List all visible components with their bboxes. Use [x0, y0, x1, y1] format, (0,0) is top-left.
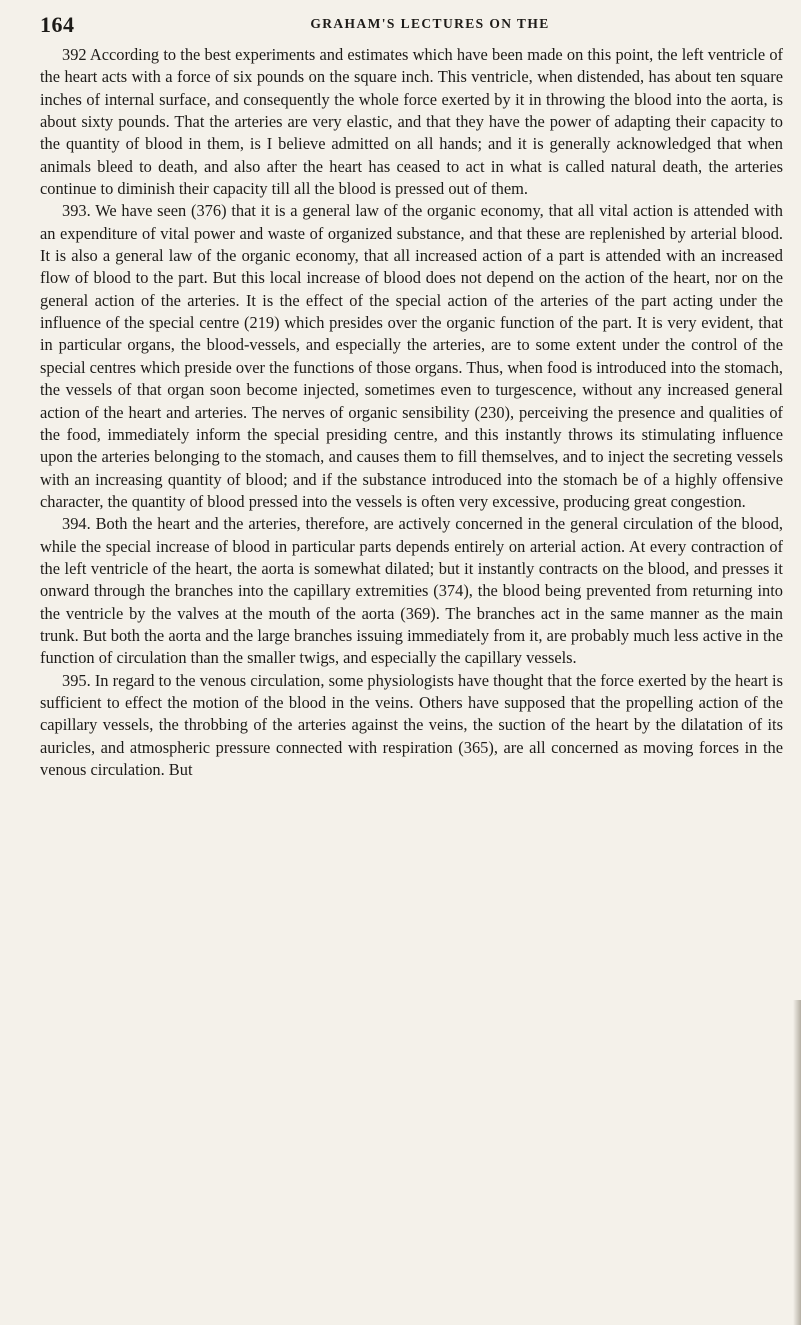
paragraph-number: 392 — [62, 45, 87, 64]
paragraph-number: 393 — [62, 201, 87, 221]
page-edge-shadow — [793, 1000, 801, 1325]
body-text — [40, 44, 783, 781]
paragraph-393: 393. We have seen (376) that it is a general law of the organic economy, that all vital action is attended with an expenditure of vital power and waste of organized substance, and that these are replenished by arterial blood. It is also a general law of the organic economy, that all increased action of a part is attended with an increased flow of blood to the part. But this local increase of blood does not depend on the action of the heart, nor on the general action of the arteries. It is the effect of the special action of the arteries of the part acting under the influence of the special centre (219) which presides over the organic function of the part. It is very evident, that in particular organs, the blood-vessels, and especially the arteries, are to some extent under the control of the special centres which preside over the functions of those organs. Thus, when food is introduced into the stomach, the vessels of that organ soon become injected, sometimes even to turgescence, without any increased general action of the heart and arteries. The nerves of organic sensibility (230), perceiving the presence and qualities of the food, immediately inform the special presiding centre, and this instantly throws its stimulating influence upon the arteries belonging to the stomach, and causes them to fill themselves, and to inject the secreting vessels with an increasing quantity of blood; and if the substance introduced into the stomach be of a highly offensive character, the quantity of blood pressed into the vessels is often very excessive, producing great congestion. — [40, 201, 783, 511]
paragraph-392 — [40, 44, 783, 200]
page-number: 164 — [40, 12, 75, 37]
paragraph-395: 395. In regard to the venous circulation, some physiologists have thought that the force exerted by the heart is sufficient to effect the motion of the blood in the veins. Others have supposed that the propelling action of the capillary vessels, the throbbing of the arteries against the veins, the suction of the heart by the dilatation of its auricles, and atmospheric pressure connected with respiration (365), are all concerned as moving forces in the venous circulation. But — [40, 670, 783, 779]
paragraph-text: We have seen (376) that it is a general law of the organic economy, that all vital action is attended with an expenditure of vital power and waste of organized substance, and that these are replenished by arterial blood. It is also a general law of the organic economy, that all increased action of a part is attended with an increased flow of blood to the part. But this local increase of blood does not depend on the action of the heart, nor on the general action of the arteries. It is the effect of the special action of the arteries of the part acting under the influence of the special centre (219) which presides over the organic function of the part. It is very evident, that in particular organs, the blood-vessels, and especially the arteries, are to some extent under the control of the special centres which preside over the functions of those organs. Thus, when food is introduced into the stomach, the vessels of that organ soon become injected, sometimes even to turgescence, without any increased general action of the heart and arteries. The nerves of organic sensibility (230), perceiving the presence and qualities of the food, immediately inform the special presiding centre, and this instantly throws its stimulating influence upon the arteries belonging to the stomach, and causes them to fill themselves, and to inject the secreting vessels with an increasing quantity of blood; and if the substance introduced into the stomach be of a highly offensive character, the quantity of blood pressed into the vessels is often very excessive, producing great congestion. — [40, 201, 783, 511]
running-head — [40, 12, 780, 38]
paragraph-number: 395 — [62, 670, 87, 690]
paragraph-394: 394. Both the heart and the arteries, therefore, are actively concerned in the general circulation of the blood, while the special increase of blood in particular parts depends entirely on arterial action. At every contraction of the left ventricle of the heart, the aorta is somewhat dilated; but it instantly contracts on the blood, and presses it onward through the branches into the capillary extremities (374), the blood being prevented from returning into the ventricle by the valves at the mouth of the aorta (369). The branches act in the same manner as the main trunk. But both the aorta and the large branches issuing immediately from it, are probably much less active in the function of circulation than the smaller twigs, and especially the capillary vessels. — [40, 514, 783, 668]
paragraph-number: 394 — [62, 514, 87, 534]
paragraph-text: Both the heart and the arteries, therefore, are actively concerned in the general circulation of the blood, while the special increase of blood in particular parts depends entirely on arterial action. At every contraction of the left ventricle of the heart, the aorta is somewhat dilated; but it instantly contracts on the blood, and presses it onward through the branches into the capillary extremities (374), the blood being prevented from returning into the ventricle by the valves at the mouth of the aorta (369). The branches act in the same manner as the main trunk. But both the aorta and the large branches issuing immediately from it, are probably much less active in the function of circulation than the smaller twigs, and especially the capillary vessels. — [40, 514, 783, 668]
paragraph-text: According to the best experiments and estimates which have been made on this point, the left ventricle of the heart acts with a force of six pounds on the square inch. This ventricle, when distended, has about ten square inches of internal surface, and consequently the whole force exerted by it in throwing the blood into the aorta, is about sixty pounds. That the arteries are very elastic, and that they have the power of adapting their capacity to the quantity of blood in them, is I believe admitted on all hands; and it is generally acknowledged that when animals bleed to death, and also after the heart has ceased to act in what is called natural death, the arteries continue to diminish their capacity till all the blood is pressed out of them. — [40, 45, 783, 199]
paragraph-text: In regard to the venous circulation, some physiologists have thought that the force exerted by the heart is sufficient to effect the motion of the blood in the veins. Others have supposed that the propelling action of the capillary vessels, the throbbing of the arteries against the veins, the suction of the heart by the dilatation of its auricles, and atmospheric pressure connected with respiration (365), are all concerned as moving forces in the venous circulation. But — [40, 670, 783, 779]
running-head-title: GRAHAM'S LECTURES ON THE — [310, 16, 550, 31]
